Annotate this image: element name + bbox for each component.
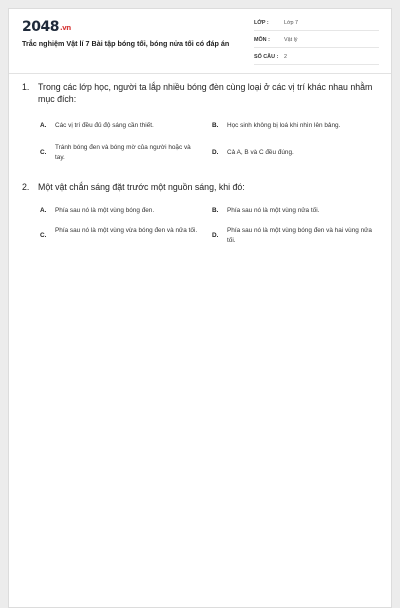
option-b[interactable] [212,206,382,216]
worksheet-page [8,8,392,608]
meta-label: MÔN : [254,37,270,43]
meta-value: 2 [284,54,287,60]
option-text: Phía sau nó là một vùng nửa tối. [227,207,320,214]
option-b[interactable] [212,121,382,131]
logo-text: 2048 [22,19,59,35]
meta-label: LỚP : [254,20,269,26]
option-d[interactable] [212,226,382,246]
option-text: Các vị trí đều đủ độ sáng cần thiết. [55,122,154,129]
option-letter: A. [40,207,47,214]
option-letter: D. [212,149,219,156]
question-stem [22,81,380,105]
option-letter: C. [40,232,47,239]
meta-label: SỐ CÂU : [254,54,279,60]
option-a[interactable] [40,121,210,131]
option-letter: C. [40,149,47,156]
option-c[interactable] [40,226,210,239]
option-text: Tránh bóng đen và bóng mờ của người hoặc và tay. [55,144,191,161]
option-text: Phía sau nó là một vùng vừa bóng đen và nửa tối. [55,227,198,234]
question-stem [22,181,380,193]
meta-row-subject [254,34,379,48]
option-c[interactable] [40,143,210,163]
worksheet-header [9,9,391,74]
option-text: Cả A, B và C đều đúng. [227,149,294,156]
meta-row-class [254,17,379,31]
site-logo[interactable] [22,19,71,35]
option-letter: B. [212,122,219,129]
option-text: Phía sau nó là một vùng bóng đen và hai vùng nửa tối. [227,227,372,244]
meta-value: Vật lý [284,37,298,43]
logo-suffix: .vn [59,24,71,32]
option-text: Học sinh không bị loá khi nhìn lên bảng. [227,122,341,129]
option-a[interactable] [40,206,210,216]
meta-row-question-count [254,51,379,65]
option-letter: A. [40,122,47,129]
question-number: 1. [22,82,30,92]
document-title: Trắc nghiệm Vật lí 7 Bài tập bóng tối, bóng nửa tối có đáp án [22,39,230,48]
option-letter: B. [212,207,219,214]
question-text: Trong các lớp học, người ta lắp nhiều bóng đèn cùng loại ở các vị trí khác nhau nhằm mục đích: [38,82,373,104]
option-letter: D. [212,232,219,239]
question-2 [22,181,380,271]
option-d[interactable] [212,148,382,158]
option-text: Phía sau nó là một vùng bóng đen. [55,207,155,214]
question-number: 2. [22,182,30,192]
question-1 [22,81,380,181]
question-text: Một vật chắn sáng đặt trước một nguồn sáng, khi đó: [38,182,245,192]
meta-value: Lớp 7 [284,20,299,26]
